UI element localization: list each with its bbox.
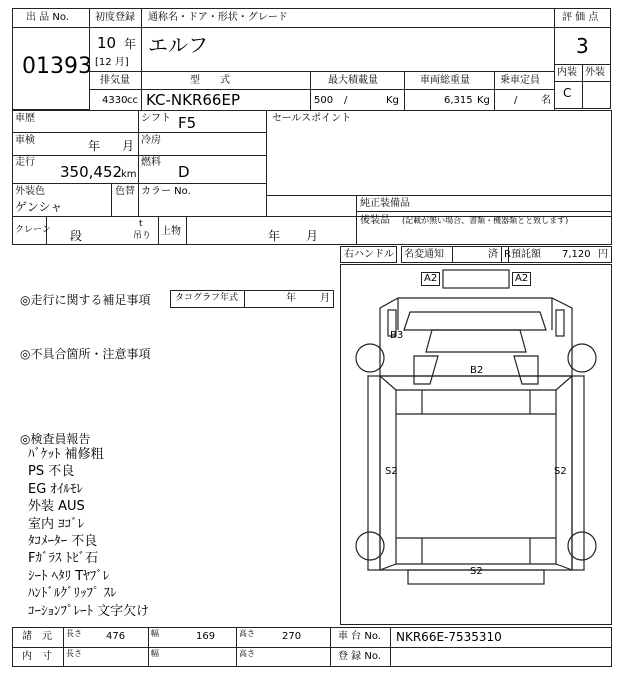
inspector-report-list xyxy=(28,448,328,622)
capacity-unit: 名 xyxy=(541,95,551,106)
gvw-value: 6,315 xyxy=(444,95,473,106)
gvw-unit: Kg xyxy=(477,95,490,106)
interior-grade: C xyxy=(563,86,572,100)
body-label: 上物 xyxy=(161,226,181,237)
mark-s2-right: S2 xyxy=(554,466,567,477)
report-line: ｺｰｼｮﾝﾌﾟﾚｰﾄ 文字欠け xyxy=(28,603,150,619)
report-line: Fｶﾞﾗｽ ﾄﾋﾞ石 xyxy=(28,551,99,567)
mileage-label: 走行 xyxy=(15,157,35,168)
report-line: ｼｰﾄ ﾍﾀﾘ Tﾔﾌﾞﾚ xyxy=(28,568,110,584)
color-change-label: 色替 xyxy=(115,186,135,197)
model-label: 通称名・ドア・形状・グレード xyxy=(148,12,288,23)
mileage-value: 350,452 xyxy=(60,163,123,181)
displacement-value: 4330 xyxy=(102,95,128,106)
height-value: 270 xyxy=(282,631,302,642)
color-value: ゲンシャ xyxy=(15,200,63,214)
tacho-label: タコグラフ年式 xyxy=(175,293,239,303)
interior-label: 内装 xyxy=(557,67,577,78)
recycle-value: 7,120 xyxy=(562,249,591,260)
tax-prefix: 済 xyxy=(488,249,498,260)
shift-label: シフト xyxy=(141,113,171,124)
lot-no: 01393 xyxy=(22,54,92,79)
inner-height-label: 高さ xyxy=(239,649,255,658)
length-value: 476 xyxy=(106,631,126,642)
max-load-unit: Kg xyxy=(386,95,399,106)
length-label: 長さ xyxy=(66,629,82,638)
max-load-label: 最大積載量 xyxy=(328,75,378,86)
fuel-label: 燃料 xyxy=(141,157,161,168)
crane-label: クレーン xyxy=(15,225,51,235)
score-label: 評 価 点 xyxy=(562,12,599,23)
score-value: 3 xyxy=(576,34,589,58)
defect-notes-label: ◎不具合箇所・注意事項 xyxy=(20,347,151,361)
shift-value: F5 xyxy=(178,114,197,132)
report-line: EG ｵｲﾙﾓﾚ xyxy=(28,481,83,497)
fuel-value: D xyxy=(178,163,190,181)
height-label: 高さ xyxy=(239,629,255,638)
inspection-month-unit: 月 xyxy=(122,139,135,153)
gvw-label: 車両総重量 xyxy=(420,75,470,86)
max-load-slash: / xyxy=(344,95,348,106)
report-line: 室内 ﾖｺﾞﾚ xyxy=(28,516,85,532)
color-code-label: カラー No. xyxy=(141,186,191,197)
name-change-label: 名変通知 xyxy=(404,249,444,260)
inner-length-label: 長さ xyxy=(66,649,82,658)
history-label: 車歴 xyxy=(15,113,35,124)
chassis-no: NKR66E-7535310 xyxy=(396,630,502,644)
aftermarket-note: (記載が無い場合、書類・機器類とと致します) xyxy=(402,216,569,225)
displacement-unit: cc xyxy=(127,95,138,106)
driving-notes-label: ◎走行に関する補足事項 xyxy=(20,293,151,307)
first-reg-month: [12 月] xyxy=(95,57,129,68)
body-year-unit: 年 xyxy=(268,229,281,243)
mark-s2-left: S2 xyxy=(385,466,398,477)
mark-a2-left: A2 xyxy=(421,272,440,286)
tacho-month-unit: 月 xyxy=(320,293,330,304)
capacity-slash: / xyxy=(514,95,518,106)
width-value: 169 xyxy=(196,631,216,642)
mark-b2: B2 xyxy=(470,365,484,376)
mark-b3: B3 xyxy=(390,330,404,341)
genuine-label: 純正装備品 xyxy=(360,198,410,209)
lot-no-label: 出 品 No. xyxy=(26,12,69,23)
recycle-label: R預託額 xyxy=(504,249,541,260)
width-label: 幅 xyxy=(151,629,159,638)
first-reg-year-unit: 年 xyxy=(124,37,137,51)
mark-a2-right: A2 xyxy=(512,272,531,286)
report-line: ﾊﾞｹｯﾄ 補修粗 xyxy=(28,447,104,462)
ac-label: 冷房 xyxy=(141,135,161,146)
first-reg-year: 10 xyxy=(97,34,117,52)
crane-hoist-t: t xyxy=(139,219,143,229)
report-line: 外装 AUS xyxy=(28,499,85,515)
reg-no-label: 登 録 No. xyxy=(338,651,381,662)
aftermarket-label: 後装品 xyxy=(360,215,390,226)
chassis-label: 車 台 No. xyxy=(338,631,381,642)
model-type: KC-NKR66EP xyxy=(146,91,240,109)
inspection-year-unit: 年 xyxy=(88,139,101,153)
first-reg-label: 初度登録 xyxy=(95,12,135,23)
sales-point-label: セールスポイント xyxy=(272,113,352,124)
inspector-report-label: ◎検査員報告 xyxy=(20,432,91,446)
crane-unit: 段 xyxy=(70,229,83,243)
mark-s2-bottom: S2 xyxy=(470,566,483,577)
dims-label: 諸 元 xyxy=(22,631,52,642)
body-month-unit: 月 xyxy=(306,229,319,243)
type-label: 型 式 xyxy=(190,75,230,86)
inner-dims-label: 内 寸 xyxy=(22,651,52,662)
inner-width-label: 幅 xyxy=(151,649,159,658)
capacity-label: 乗車定員 xyxy=(500,75,540,86)
right-handle-label: 右ハンドル xyxy=(344,249,394,260)
color-label: 外装色 xyxy=(15,186,45,197)
crane-hoist-label: 吊り xyxy=(133,231,152,241)
inspection-label: 車検 xyxy=(15,135,35,146)
recycle-unit: 円 xyxy=(598,249,608,260)
report-line: ﾊﾝﾄﾞﾙｸﾞﾘｯﾌﾟ ｽﾚ xyxy=(28,586,117,602)
report-line: ﾀｺﾒｰﾀｰ 不良 xyxy=(28,533,98,549)
tacho-year-unit: 年 xyxy=(286,293,296,304)
displacement-label: 排気量 xyxy=(100,75,130,86)
exterior-label: 外装 xyxy=(585,67,605,78)
mileage-unit: km xyxy=(121,169,137,180)
car-name: エルフ xyxy=(148,33,208,57)
report-line: PS 不良 xyxy=(28,464,75,480)
max-load-value: 500 xyxy=(314,95,334,106)
